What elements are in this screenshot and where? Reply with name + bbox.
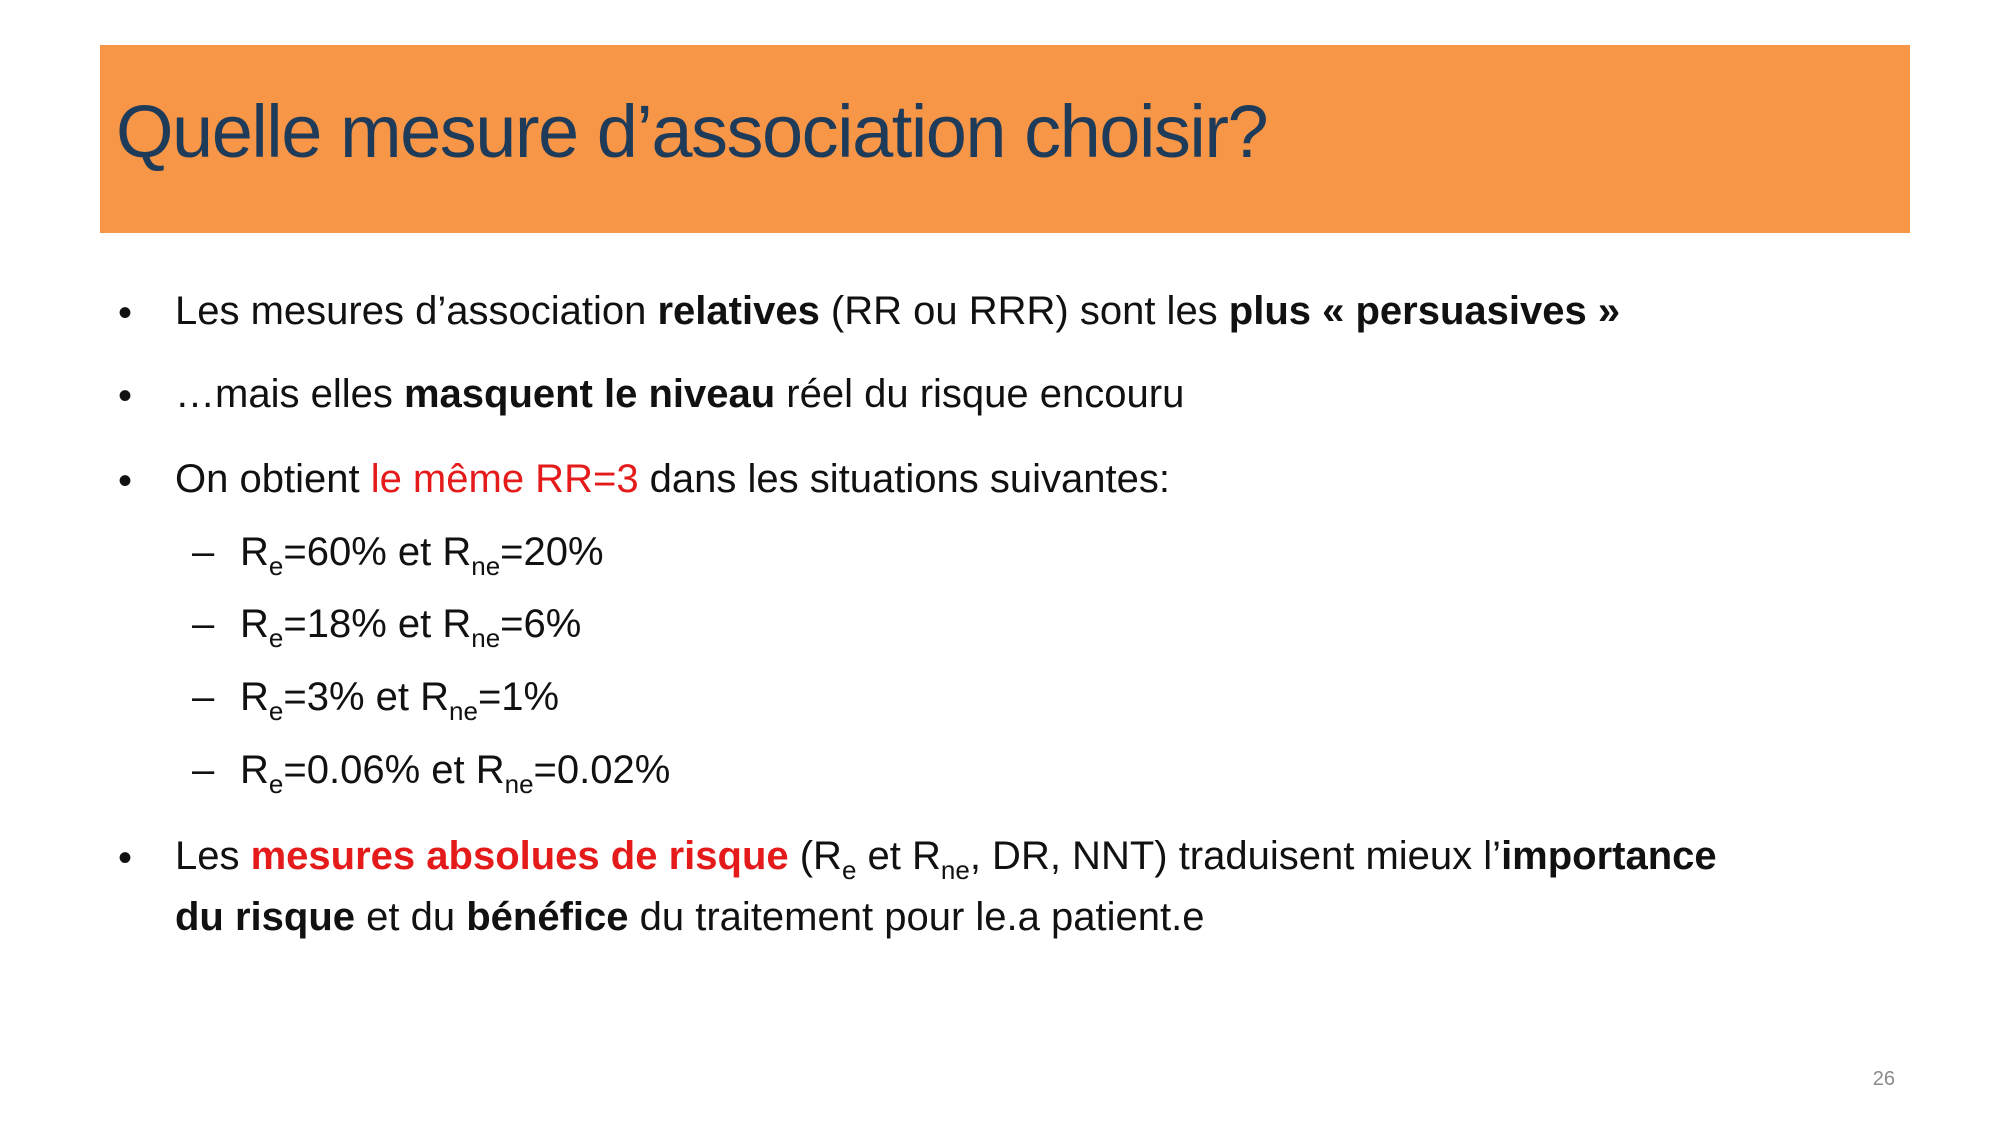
bullet-item-4-line-1: Les mesures absolues de risque ($R_e$ et $R_{ne}$, DR, NNT) traduisent mieux l’importance bbox=[175, 834, 1717, 885]
page-number: 26 bbox=[1872, 1068, 1895, 1090]
dash-icon: – bbox=[192, 675, 215, 719]
bullet-item-2: …mais elles masquent le niveau réel du risque encouru bbox=[175, 372, 1185, 416]
bullet-icon: • bbox=[118, 291, 133, 335]
sub-item-3: $R_e=3\%$ et $R_{ne}=1\%$ bbox=[240, 675, 560, 726]
slide-title: Quelle mesure d’association choisir? bbox=[116, 90, 1268, 173]
dash-icon: – bbox=[192, 530, 215, 574]
sub-item-1: $R_e=60\%$ et $R_{ne}=20\%$ bbox=[240, 530, 604, 581]
sub-item-2: $R_e=18\%$ et $R_{ne}=6\%$ bbox=[240, 602, 582, 653]
bullet-icon: • bbox=[118, 836, 133, 880]
dash-icon: – bbox=[192, 602, 215, 646]
bullet-item-3: On obtient le même RR=3 dans les situations suivantes: bbox=[175, 457, 1170, 501]
sub-item-4: $R_e=0.06\%$ et $R_{ne}=0.02\%$ bbox=[240, 748, 671, 799]
bullet-icon: • bbox=[118, 374, 133, 418]
bullet-item-4-line-2: du risque et du bénéfice du traitement pour le.a patient.e bbox=[175, 895, 1205, 939]
bullet-item-1: Les mesures d’association relatives (RR ou RRR) sont les plus « persuasives » bbox=[175, 289, 1621, 333]
bullet-icon: • bbox=[118, 459, 133, 503]
dash-icon: – bbox=[192, 748, 215, 792]
